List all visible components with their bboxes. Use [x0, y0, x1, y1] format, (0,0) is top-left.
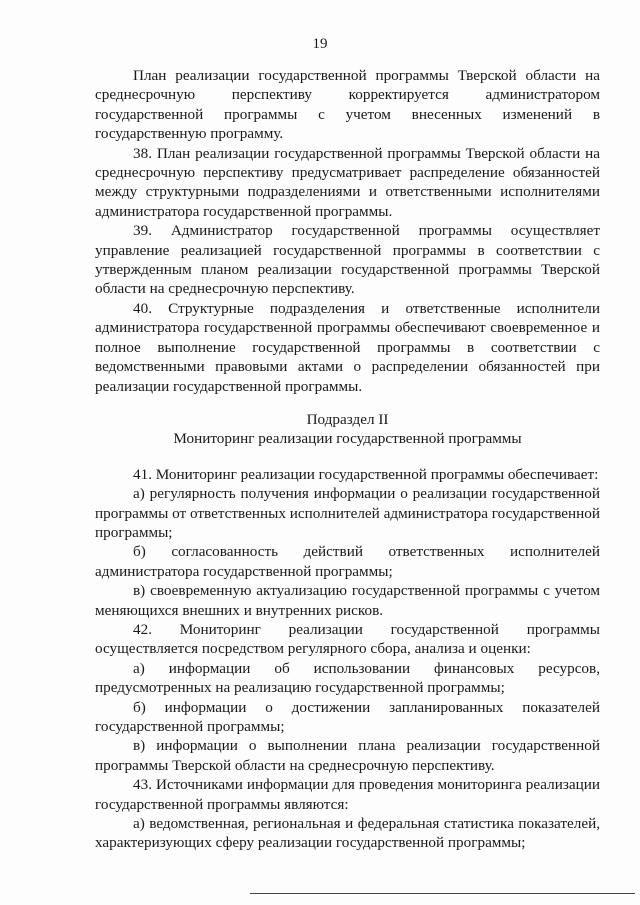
subsection-title: Мониторинг реализации государственной программы	[173, 430, 522, 448]
paragraph: 43. Источниками информации для проведения мониторинга реализации государственной программы являются:	[95, 776, 600, 813]
subsection-heading	[95, 410, 600, 449]
page-number: 19	[312, 36, 328, 52]
paragraph: а) регулярность получения информации о реализации государственной программы от ответственных исполнителей администратора государственной программы;	[95, 485, 600, 541]
paragraph: 41. Мониторинг реализации государственной программы обеспечивает:	[133, 465, 599, 483]
paragraph: 42. Мониторинг реализации государственной программы осуществляется посредством регулярного сбора, анализа и оценки:	[95, 620, 600, 658]
subsection-label: Подраздел II	[306, 410, 389, 428]
paragraph: в) информации о выполнении плана реализации государственной программы Тверской области на среднесрочную перспективу.	[95, 737, 600, 774]
paragraph: б) информации о достижении запланированных показателей государственной программы;	[95, 698, 600, 735]
paragraph: План реализации государственной программы Тверской области на среднесрочную перспективу корректируется администратором государственной программы с учетом внесенных изменений в государственную программу.	[95, 67, 600, 143]
paragraph: а) информации об использовании финансовых ресурсов, предусмотренных на реализацию государственной программы;	[95, 659, 600, 697]
paragraph: 40. Структурные подразделения и ответственные исполнители администратора государственной программы обеспечивают своевременное и полное выполнение государственной программы в соответствии с ведомственными правовыми актами о распределении обязанностей при реализации государственной программы.	[95, 299, 600, 395]
document-body	[95, 66, 600, 853]
paragraph: а) ведомственная, региональная и федеральная статистика показателей, характеризующих сферу реализации государственной программы;	[95, 815, 600, 852]
paragraph: 39. Администратор государственной программы осуществляет управление реализацией государственной программы в соответствии с утвержденным планом реализации государственной программы Тверской области на среднесрочную перспективу.	[95, 222, 600, 298]
footer-divider	[250, 893, 635, 894]
paragraph: 38. План реализации государственной программы Тверской области на среднесрочную перспективу предусматривает распределение обязанностей между структурными подразделениями и ответственными исполнителями администратора государственной программы.	[95, 144, 600, 220]
paragraph: в) своевременную актуализацию государственной программы с учетом меняющихся внешних и внутренних рисков.	[95, 582, 600, 619]
paragraph: б) согласованность действий ответственных исполнителей администратора государственной программы;	[95, 543, 600, 580]
